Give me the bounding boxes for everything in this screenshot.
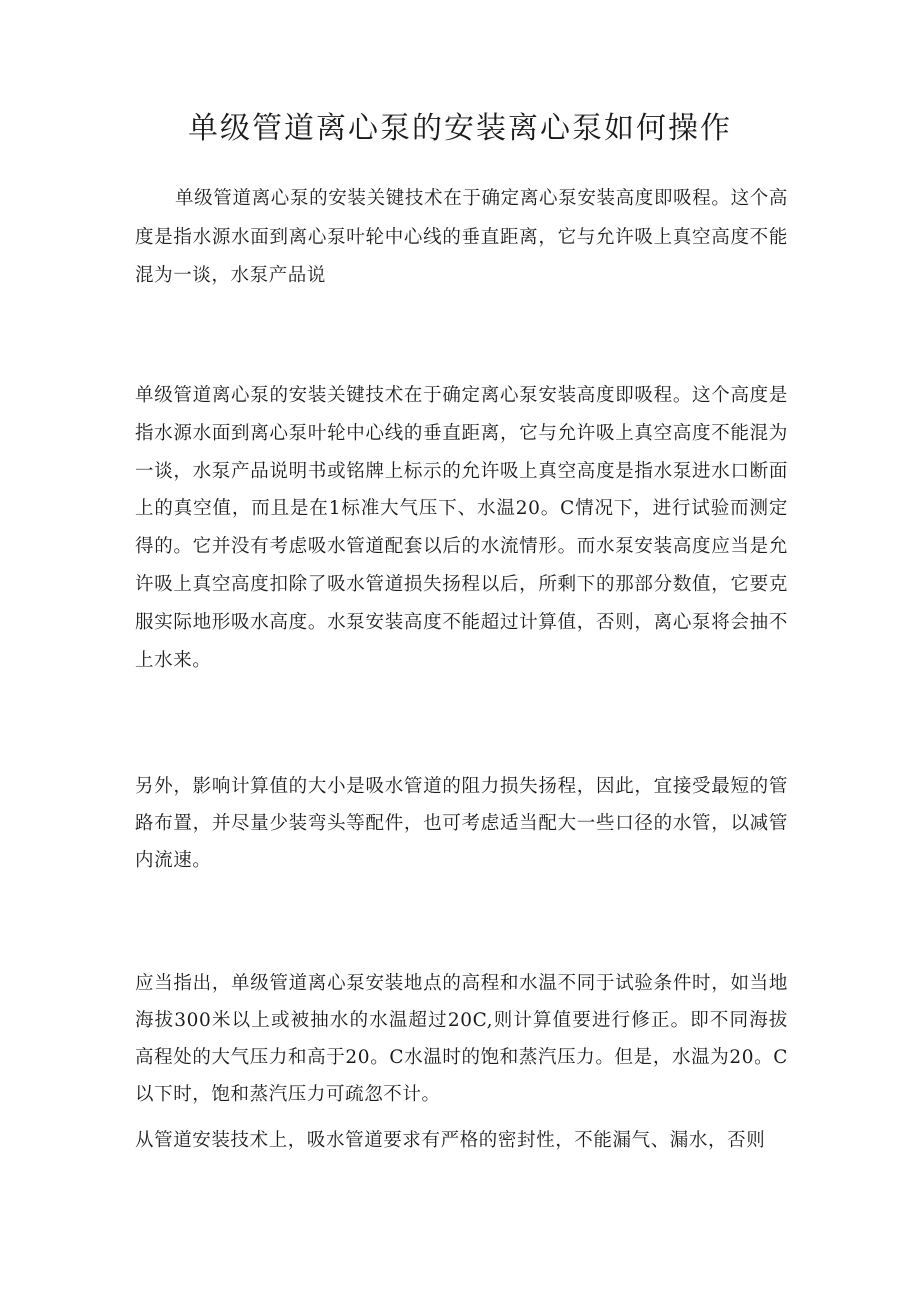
paragraph-installation-height: 单级管道离心泵的安装关键技术在于确定离心泵安装高度即吸程。这个高度是指水源水面到离心泵叶轮中心线的垂直距离，它与允许吸上真空高度不能混为一谈，水泵产品说明书或铭牌上标示的允许吸上真空高度是指水泵进水口断面上的真空值，而且是在1标准大气压下、水温20。C情况下，进行试验而测定得的。它并没有考虑吸水管道配套以后的水流情形。而水泵安装高度应当是允许吸上真空高度扣除了吸水管道损失扬程以后，所剩下的那部分数值，它要克服实际地形吸水高度。水泵安装高度不能超过计算值，否则，离心泵将会抽不上水来。 <box>135 385 788 671</box>
paragraph-intro: 单级管道离心泵的安装关键技术在于确定离心泵安装高度即吸程。这个高度是指水源水面到离心泵叶轮中心线的垂直距离，它与允许吸上真空高度不能混为一谈，水泵产品说 <box>135 188 788 286</box>
paragraph-resistance-loss: 另外，影响计算值的大小是吸水管道的阻力损失扬程，因此，宜接受最短的管路布置，并尽量少装弯头等配件，也可考虑适当配大一些口径的水管，以减管内流速。 <box>135 776 788 871</box>
document-title: 单级管道离心泵的安装离心泵如何操作 <box>188 111 732 146</box>
paragraph-altitude-correction: 应当指出，单级管道离心泵安装地点的高程和水温不同于试验条件时，如当地海拔300米以上或被抽水的水温超过20C,则计算值要进行修正。即不同海拔高程处的大气压力和高于20。C水温时的饱和蒸汽压力。但是，水温为20。C以下时，饱和蒸汽压力可疏忽不计。 <box>135 973 788 1105</box>
paragraph-sealing: 从管道安装技术上，吸水管道要求有严格的密封性，不能漏气、漏水，否则 <box>135 1130 766 1151</box>
